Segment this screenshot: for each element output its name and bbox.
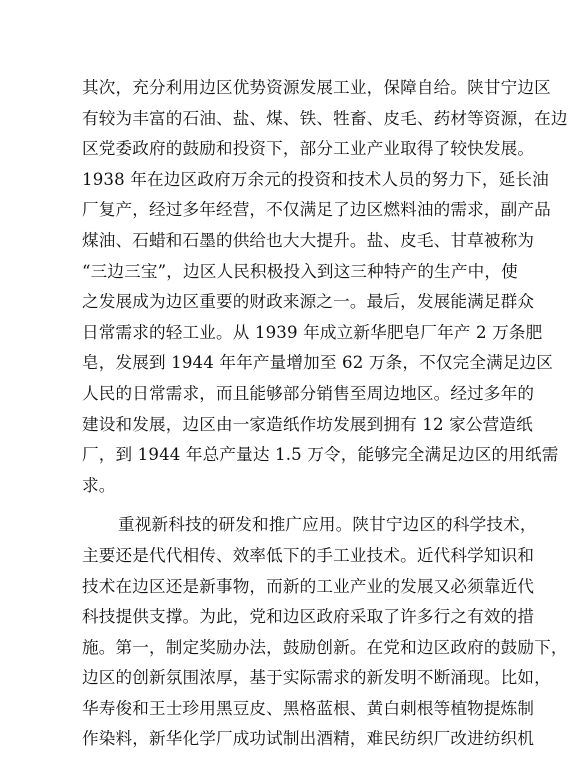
- text-line: 日常需求的轻工业。从 1939 年成立新华肥皂厂年产 2 万条肥: [82, 322, 543, 342]
- text-line: 人民的日常需求，而且能够部分销售至周边地区。经过多年的: [82, 383, 535, 403]
- text-line: 重视新科技的研发和推广应用。陕甘宁边区的科学技术，: [118, 515, 537, 535]
- text-line: 华寿俊和王士珍用黑豆皮、黑格蓝根、黄白刺根等植物提炼制: [82, 698, 535, 718]
- text-line: 之发展成为边区重要的财政来源之一。最后，发展能满足群众: [82, 292, 535, 312]
- text-line: 技术在边区还是新事物，而新的工业产业的发展又必须靠近代: [82, 576, 535, 596]
- text-line: 科技提供支撑。为此，党和边区政府采取了许多行之有效的措: [82, 607, 535, 627]
- text-line: 煤油、石蜡和石墨的供给也大大提升。盐、皮毛、甘草被称为: [82, 230, 535, 250]
- text-line: 边区的创新氛围浓厚，基于实际需求的新发明不断涌现。比如，: [82, 668, 551, 688]
- text-line: 求。: [82, 475, 116, 495]
- body-text: [82, 73, 568, 755]
- text-line: 其次，充分利用边区优势资源发展工业，保障自给。陕甘宁边区: [82, 78, 551, 97]
- text-line: 1938 年在边区政府万余元的投资和技术人员的努力下，延长油: [82, 169, 549, 189]
- text-line: 厂复产，经过多年经营，不仅满足了边区燃料油的需求，副产品: [82, 200, 551, 220]
- text-line: 建设和发展，边区由一家造纸作坊发展到拥有 12 家公营造纸: [82, 414, 533, 434]
- text-line: 厂，到 1944 年总产量达 1.5 万令，能够完全满足边区的用纸需: [82, 445, 559, 465]
- text-line: “三边三宝”，边区人民积极投入到这三种特产的生产中，使: [82, 261, 518, 281]
- text-line: 皂，发展到 1944 年年产量增加至 62 万条，不仅完全满足边区: [82, 353, 554, 373]
- text-line: 主要还是代代相传、效率低下的手工业技术。近代科学知识和: [82, 545, 535, 565]
- text-line: 有较为丰富的石油、盐、煤、铁、牲畜、皮毛、药材等资源，在边: [82, 108, 568, 128]
- paragraph-spacer: [82, 501, 506, 510]
- paragraph-technology: [82, 510, 568, 755]
- text-line: 施。第一，制定奖励办法，鼓励创新。在党和边区政府的鼓励下，: [82, 637, 568, 657]
- text-line: 作染料，新华化学厂成功试制出酒精，难民纺织厂改进纺织机: [82, 729, 535, 749]
- paragraph-industry: [82, 73, 568, 501]
- text-line: 区党委政府的鼓励和投资下，部分工业产业取得了较快发展。: [82, 139, 535, 159]
